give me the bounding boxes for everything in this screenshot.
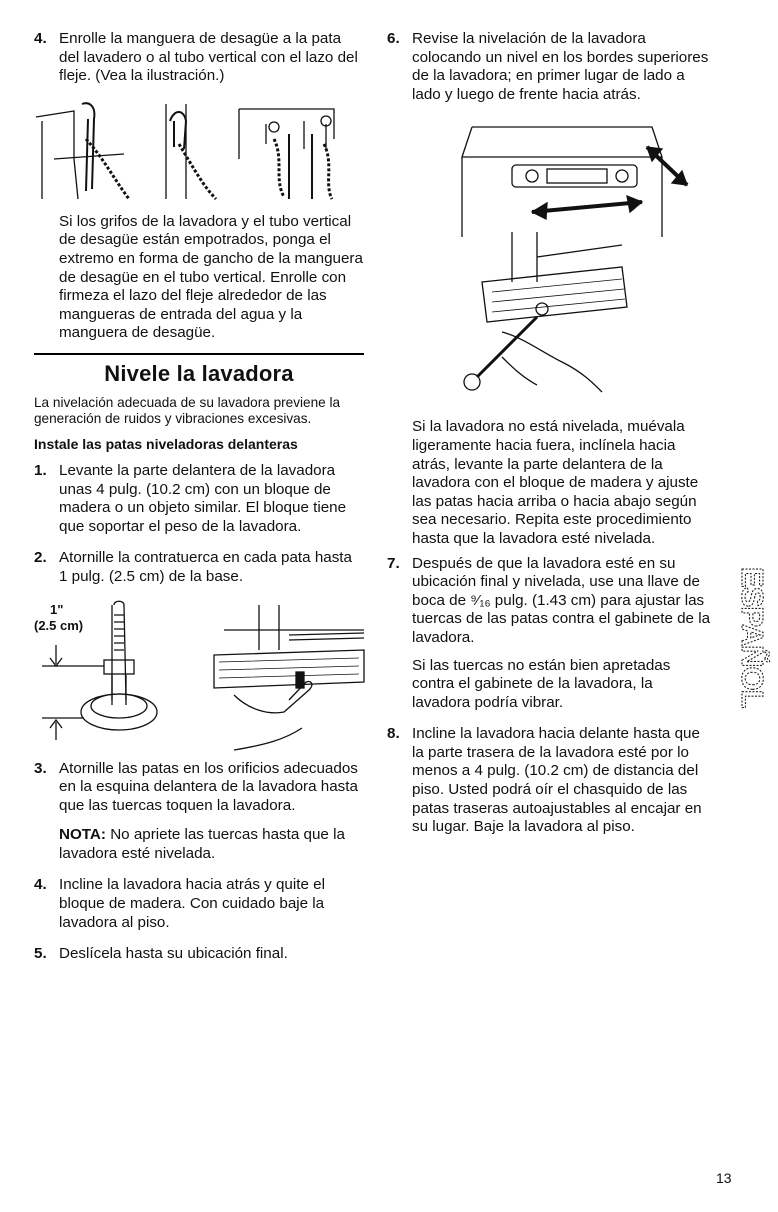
left-column bbox=[34, 30, 364, 977]
step-number: 4. bbox=[34, 876, 47, 894]
section-intro: La nivelación adecuada de su lavadora previene la generación de ruidos y vibraciones excesivas. bbox=[34, 394, 341, 427]
level-adjust-paragraph: Si la lavadora no está nivelada, muévala ligeramente hacia fuera, inclínela hacia atrás, levante la parte delantera de la lavadora con el bloque de madera y ajuste las patas hacia arriba o hacia abajo según sea necesario. Repita este procedimiento hasta que la lavadora esté nivelada. bbox=[412, 418, 699, 547]
step-text: Levante la parte delantera de la lavadora unas 4 pulg. (10.2 cm) con un bloque de madera o un objeto similar. El bloque tiene que soportar el peso de la lavadora. bbox=[59, 461, 347, 535]
step-text: Enrolle la manguera de desagüe a la pata del lavadero o al tubo vertical con el lazo del fleje. (Vea la ilustración.) bbox=[59, 30, 358, 85]
step-text: Incline la lavadora hacia atrás y quite el bloque de madera. Con cuidado baje la lavadora al piso. bbox=[59, 876, 325, 931]
step-number: 2. bbox=[34, 549, 47, 567]
step-number: 5. bbox=[34, 945, 47, 963]
section-heading: Nivele la lavadora bbox=[104, 360, 294, 386]
note-paragraph bbox=[34, 826, 364, 863]
note-label: NOTA: bbox=[59, 826, 106, 844]
step-number: 7. bbox=[387, 554, 400, 572]
nuts-paragraph: Si las tuercas no están bien apretadas contra el gabinete de la lavadora, la lavadora podría vibrar. bbox=[412, 656, 671, 711]
step-8 bbox=[387, 725, 712, 837]
step-text: Atornille la contratuerca en cada pata hasta 1 pulg. (2.5 cm) de la base. bbox=[59, 549, 352, 585]
step-text: Deslícela hasta su ubicación final. bbox=[59, 945, 288, 963]
leveling-leg-drawing bbox=[34, 600, 364, 760]
note-text: No apriete las tuercas hasta que la lavadora esté nivelada. bbox=[59, 826, 345, 862]
measurement-label-cm: (2.5 cm) bbox=[34, 617, 84, 633]
step-number: 6. bbox=[387, 30, 400, 47]
step-number: 1. bbox=[34, 461, 47, 479]
subsection-heading: Instale las patas niveladoras delanteras bbox=[34, 435, 298, 452]
standpipe-paragraph: Si los grifos de la lavadora y el tubo vertical de desagüe están empotrados, ponga el extremo en forma de gancho de la manguera de desagüe en el tubo vertical. Enrolle con firmeza el lazo del fleje alrededor de las mangueras de entrada del agua y la manguera de desagüe. bbox=[59, 212, 363, 342]
section-divider bbox=[34, 353, 364, 355]
step-3 bbox=[34, 760, 364, 816]
step-4-remove-block bbox=[34, 876, 364, 932]
wrench-size-fraction: ⁹⁄₁₆ bbox=[470, 591, 491, 609]
step-6 bbox=[387, 30, 712, 104]
step-1 bbox=[34, 462, 364, 536]
level-check-illustration bbox=[442, 117, 712, 412]
language-tab-graphic bbox=[732, 565, 770, 745]
step-text: Incline la lavadora hacia delante hasta que la parte trasera de la lavadora esté por lo menos a 4 pulg. (10.2 cm) de distancia del piso. Usted podrá oír el chasquido de las patas traseras autoajustables al encajar en su lugar. Baje la lavadora al piso. bbox=[412, 725, 702, 836]
right-column bbox=[387, 30, 712, 850]
step-text: Revise la nivelación de la lavadora colocando un nivel en los bordes superiores de la lavadora; en primer lugar de lado a lado y luego de frente hacia atrás. bbox=[412, 30, 709, 103]
step-number: 8. bbox=[387, 725, 400, 743]
step-7 bbox=[387, 555, 712, 648]
level-check-drawing bbox=[442, 117, 692, 412]
measurement-label-inch: 1" bbox=[50, 601, 64, 617]
drain-hose-illustration bbox=[34, 99, 364, 209]
step-4-drain-hose bbox=[34, 30, 364, 86]
step-text: Atornille las patas en los orificios adecuados en la esquina delantera de la lavadora hasta que las tuercas toquen la lavadora. bbox=[59, 759, 358, 814]
language-tab bbox=[732, 565, 770, 745]
step-number: 4. bbox=[34, 30, 47, 47]
language-tab-label: ESPAÑOL bbox=[735, 567, 770, 708]
step-2 bbox=[34, 549, 364, 586]
leveling-leg-illustration bbox=[34, 600, 364, 760]
step-5 bbox=[34, 945, 364, 964]
step-text-b: pulg. (1.43 cm) para ajustar las tuercas de las patas contra el gabinete de la lavadora. bbox=[412, 591, 711, 646]
page-number: 13 bbox=[716, 1170, 732, 1186]
step-number: 3. bbox=[34, 759, 47, 777]
drain-hose-drawing bbox=[34, 99, 364, 209]
step-text-a: Después de que la lavadora esté en su ubicación final y nivelada, use una llave de boca de bbox=[412, 554, 700, 609]
